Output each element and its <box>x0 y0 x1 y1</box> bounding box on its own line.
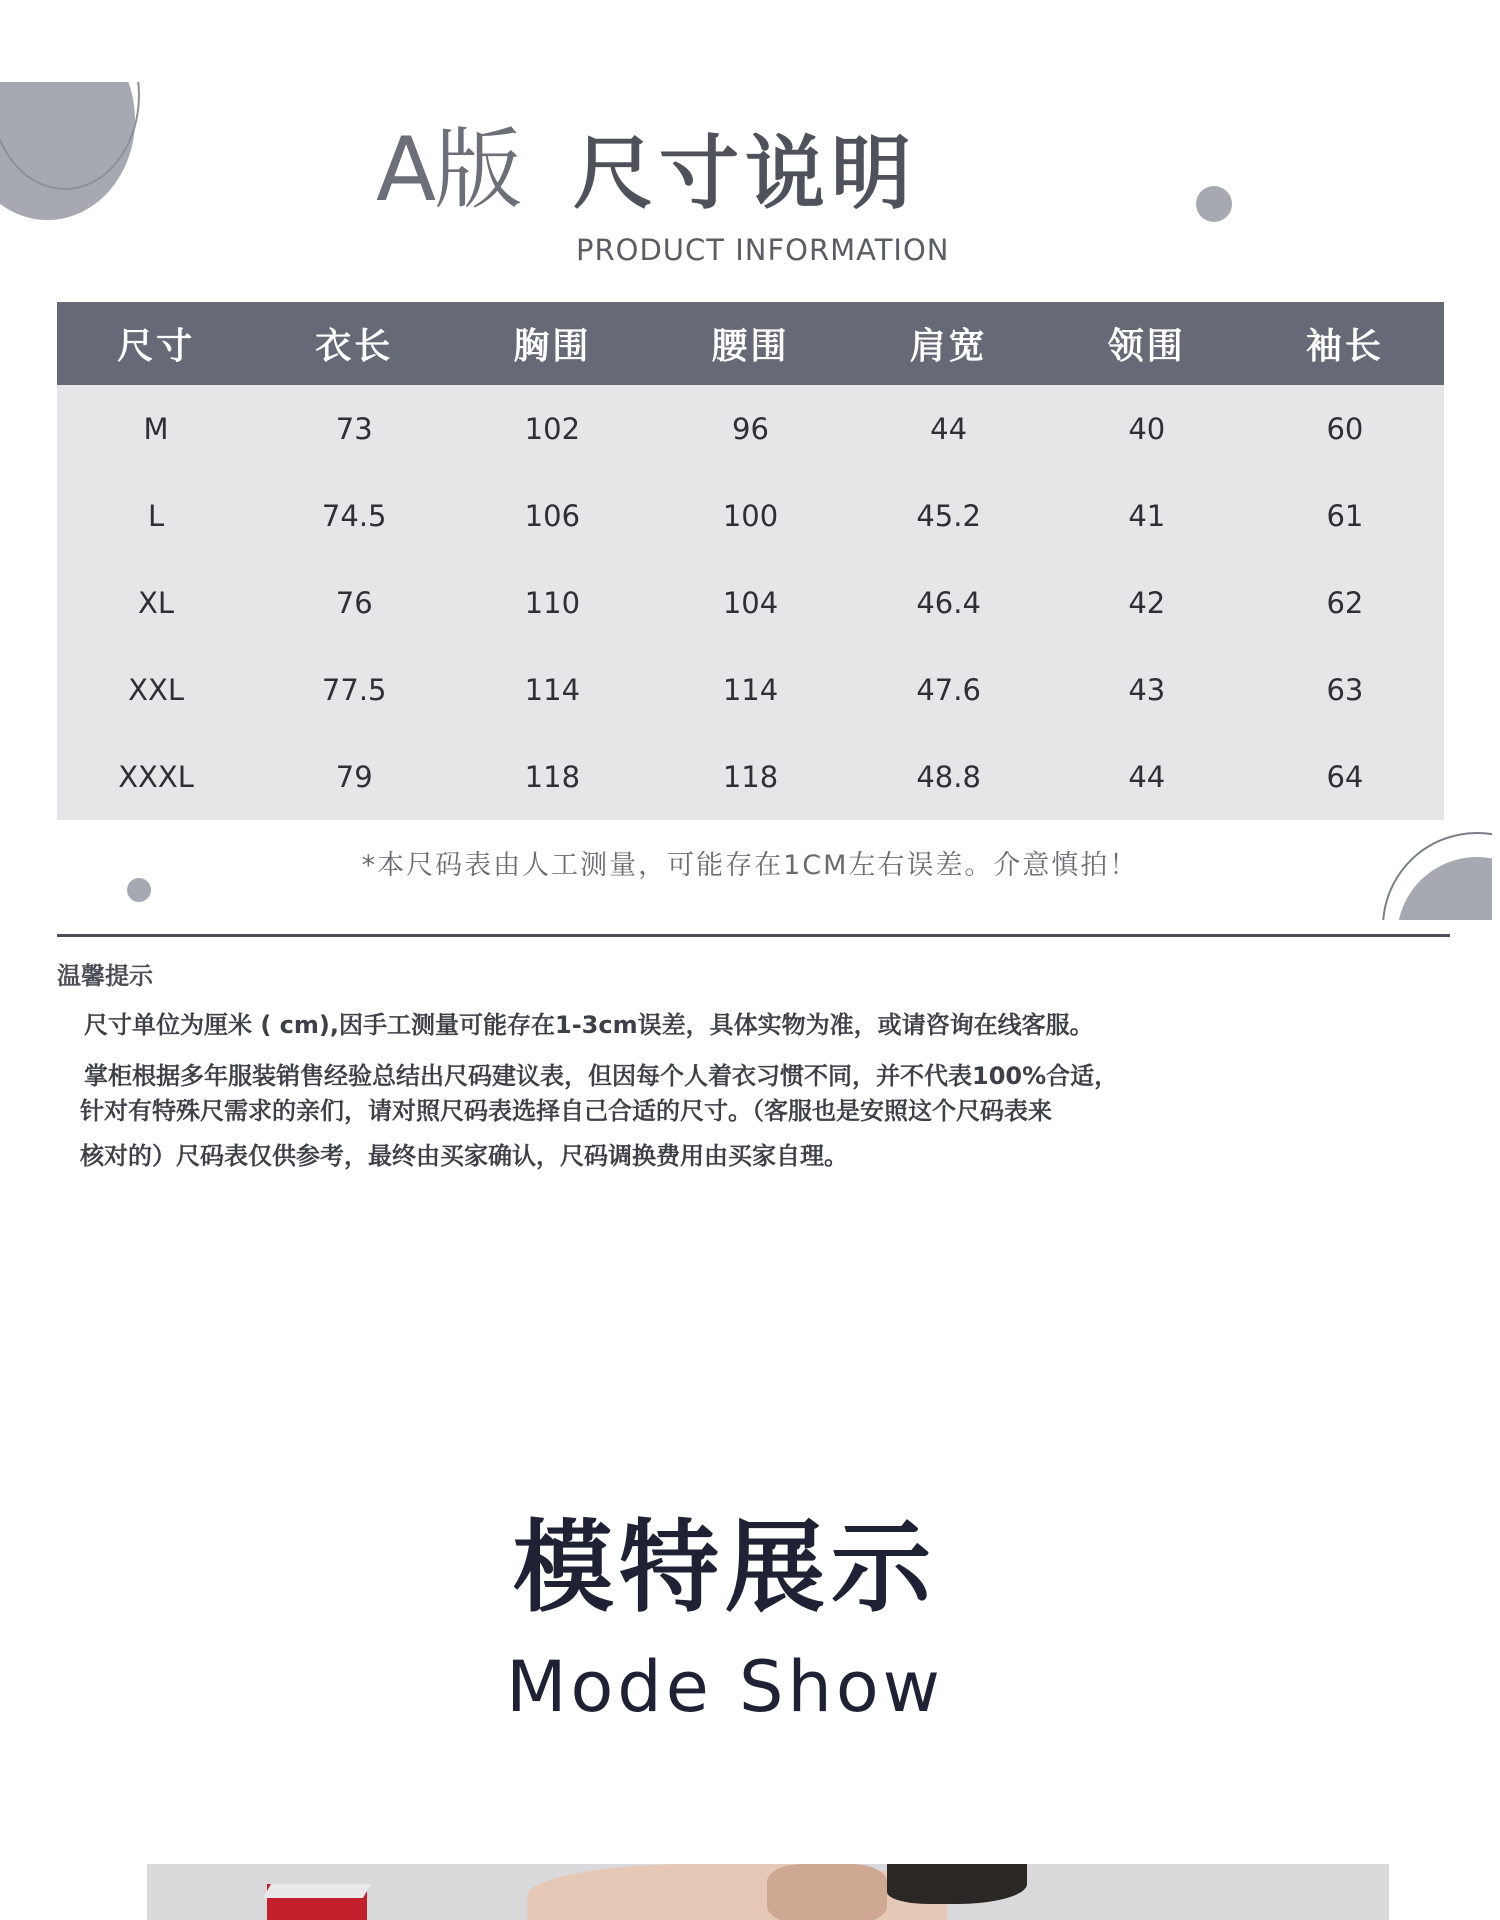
table-cell: 45.2 <box>850 472 1048 559</box>
table-cell: 77.5 <box>255 646 453 733</box>
table-row <box>57 385 1444 472</box>
model-hair <box>887 1864 1027 1904</box>
table-cell: 61 <box>1246 472 1444 559</box>
table-cell: 106 <box>453 472 651 559</box>
header-shoulder: 肩宽 <box>850 302 1048 385</box>
table-header-row <box>57 302 1444 385</box>
table-cell: M <box>57 385 255 472</box>
model-face-shadow <box>767 1864 887 1920</box>
table-cell: 46.4 <box>850 559 1048 646</box>
decor-dot-right <box>1196 186 1232 222</box>
table-cell: XXL <box>57 646 255 733</box>
model-photo <box>147 1864 1389 1920</box>
table-cell: 74.5 <box>255 472 453 559</box>
brand-logo-stripe <box>263 1884 371 1898</box>
table-cell: 110 <box>453 559 651 646</box>
table-cell: 63 <box>1246 646 1444 733</box>
title-prefix: A版 <box>376 118 521 221</box>
table-cell: 44 <box>1048 733 1246 820</box>
table-cell: 62 <box>1246 559 1444 646</box>
header-collar: 领围 <box>1048 302 1246 385</box>
table-cell: 102 <box>453 385 651 472</box>
table-row <box>57 646 1444 733</box>
table-cell: L <box>57 472 255 559</box>
table-cell: 47.6 <box>850 646 1048 733</box>
tip-line-3: 针对有特殊尺需求的亲们，请对照尺码表选择自己合适的尺寸。（客服也是安照这个尺码表来 <box>80 1097 1052 1125</box>
table-cell: 64 <box>1246 733 1444 820</box>
table-row <box>57 472 1444 559</box>
table-cell: XXXL <box>57 733 255 820</box>
size-table <box>57 302 1444 820</box>
top-margin <box>0 0 1500 82</box>
table-cell: 60 <box>1246 385 1444 472</box>
header-length: 衣长 <box>255 302 453 385</box>
mode-show-title: 模特展示 <box>513 1509 937 1626</box>
table-cell: 114 <box>453 646 651 733</box>
tip-line-4: 核对的）尺码表仅供参考，最终由买家确认，尺码调换费用由买家自理。 <box>80 1142 848 1170</box>
table-cell: 114 <box>651 646 849 733</box>
table-cell: 44 <box>850 385 1048 472</box>
table-cell: 79 <box>255 733 453 820</box>
table-cell: 41 <box>1048 472 1246 559</box>
table-cell: 42 <box>1048 559 1246 646</box>
header-waist: 腰围 <box>651 302 849 385</box>
table-cell: 104 <box>651 559 849 646</box>
tip-line-2: 掌柜根据多年服装销售经验总结出尺码建议表，但因每个人着衣习惯不同，并不代表100%合适， <box>84 1062 1119 1090</box>
table-row <box>57 733 1444 820</box>
table-cell: 43 <box>1048 646 1246 733</box>
table-cell: 76 <box>255 559 453 646</box>
tip-line-1: 尺寸单位为厘米 ( cm),因手工测量可能存在1-3cm误差，具体实物为准，或请咨询在线客服。 <box>84 1011 1094 1039</box>
divider <box>57 934 1450 937</box>
page-title: 尺寸说明 <box>573 127 917 220</box>
table-cell: 73 <box>255 385 453 472</box>
table-cell: 118 <box>453 733 651 820</box>
measurement-note: *本尺码表由人工测量，可能存在1CM左右误差。介意慎拍！ <box>361 850 1139 881</box>
table-cell: 100 <box>651 472 849 559</box>
page-subtitle: PRODUCT INFORMATION <box>576 233 950 267</box>
header-chest: 胸围 <box>453 302 651 385</box>
table-cell: 40 <box>1048 385 1246 472</box>
header-size: 尺寸 <box>57 302 255 385</box>
table-cell: 96 <box>651 385 849 472</box>
table-row <box>57 559 1444 646</box>
table-cell: 48.8 <box>850 733 1048 820</box>
tips-title: 温馨提示 <box>57 962 153 990</box>
brand-logo <box>267 1884 367 1920</box>
table-cell: 118 <box>651 733 849 820</box>
mode-show-subtitle: Mode Show <box>506 1646 944 1728</box>
header-sleeve: 袖长 <box>1246 302 1444 385</box>
table-cell: XL <box>57 559 255 646</box>
